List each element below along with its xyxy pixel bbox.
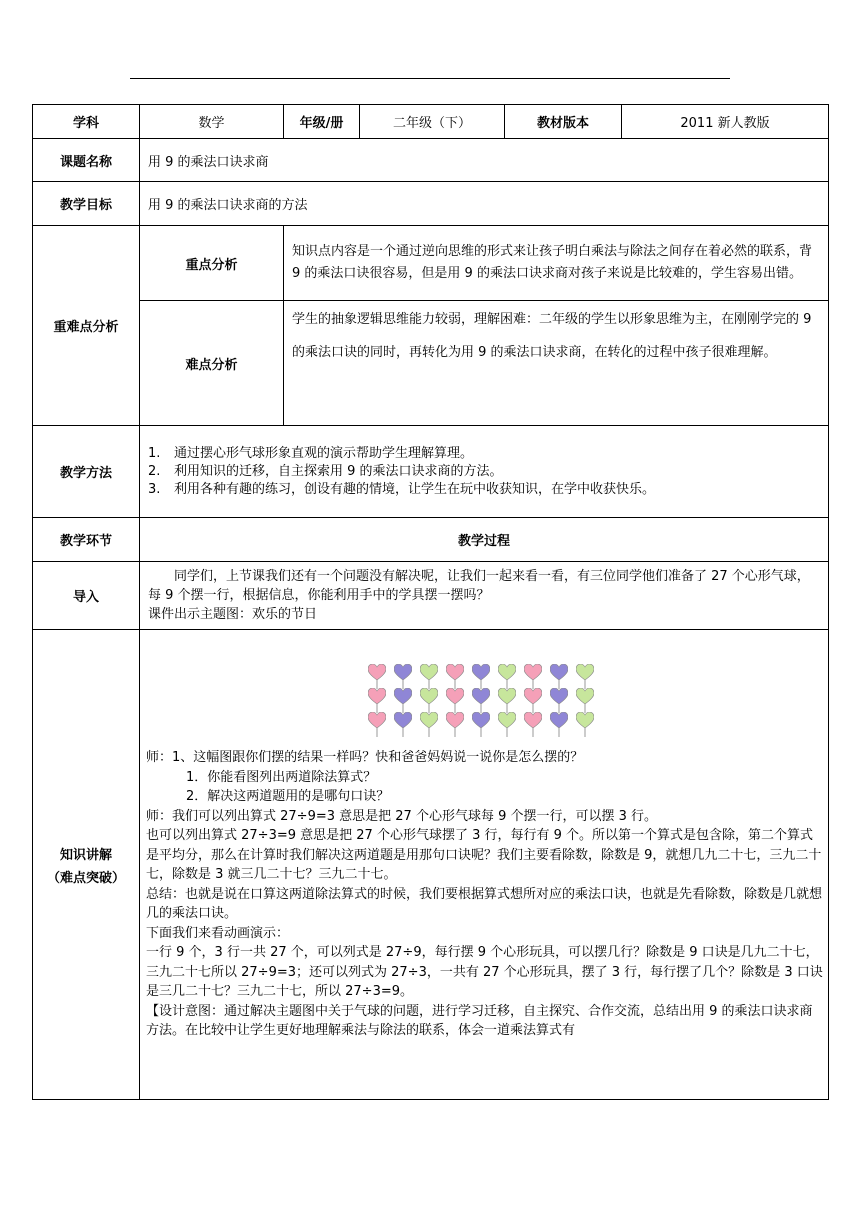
title-value: 用 9 的乘法口诀求商 xyxy=(140,139,829,182)
heart-balloon-icon xyxy=(368,664,386,682)
heart-balloon-icon xyxy=(576,688,594,706)
method-item xyxy=(140,445,828,463)
knowledge-label-cell xyxy=(33,630,140,1100)
header-rule xyxy=(130,78,730,79)
subject-value: 数学 xyxy=(140,105,284,139)
heart-balloon-icon xyxy=(472,664,490,682)
goal-value: 用 9 的乘法口诀求商的方法 xyxy=(140,182,829,226)
balloon-row xyxy=(368,688,824,706)
intro-label: 导入 xyxy=(33,562,140,630)
knowledge-row xyxy=(33,630,829,1100)
method-item-number: 1. xyxy=(148,445,161,461)
edition-label: 教材版本 xyxy=(505,105,622,139)
heart-balloon-icon xyxy=(550,688,568,706)
heart-balloon-icon xyxy=(550,712,568,730)
balloon-row xyxy=(368,712,824,730)
heart-balloon-icon xyxy=(498,712,516,730)
knowledge-label: 知识讲解 xyxy=(59,847,112,863)
knowledge-content xyxy=(140,630,829,1100)
intro-paragraph: 同学们，上节课我们还有一个问题没有解决呢，让我们一起来看一看，有三位同学他们准备了 27 个心形气球，每 9 个摆一行，根据信息，你能利用手中的学具摆一摆吗？ xyxy=(148,569,810,603)
key-analysis-text: 知识点内容是一个通过逆向思维的形式来让孩子明白乘法与除法之间存在着必然的联系，背 9 的乘法口诀很容易，但是用 9 的乘法口诀求商对孩子来说是比较难的，学生容易出错。 xyxy=(284,226,829,301)
process-label: 教学环节 xyxy=(33,518,140,562)
heart-balloon-icon xyxy=(420,664,438,682)
heart-balloon-icon xyxy=(394,664,412,682)
heart-balloon-icon xyxy=(524,664,542,682)
title-row xyxy=(33,139,829,182)
method-item-text: 利用知识的迁移，自主探索用 9 的乘法口诀求商的方法。 xyxy=(174,463,503,479)
difficult-analysis-text: 学生的抽象逻辑思维能力较弱，理解困难：二年级的学生以形象思维为主，在刚刚学完的 9 的乘法口诀的同时，再转化为用 9 的乘法口诀求商，在转化的过程中孩子很难理解。 xyxy=(284,301,829,426)
key-analysis-row xyxy=(33,226,829,301)
header-row xyxy=(33,105,829,139)
key-analysis-label: 重点分析 xyxy=(140,226,284,301)
question-item: 1．你能看图列出两道除法算式？ xyxy=(186,769,377,785)
heart-balloon-icon xyxy=(576,664,594,682)
edition-value: 2011 新人教版 xyxy=(622,105,829,139)
grade-value: 二年级（下） xyxy=(360,105,505,139)
method-item-text: 利用各种有趣的练习，创设有趣的情境，让学生在玩中收获知识，在学中收获快乐。 xyxy=(174,481,656,497)
method-label: 教学方法 xyxy=(33,426,140,518)
method-item-text: 通过摆心形气球形象直观的演示帮助学生理解算理。 xyxy=(174,445,474,461)
summary-paragraph: 总结：也就是说在口算这两道除法算式的时候，我们要根据算式想所对应的乘法口诀，也就是先看除数，除数是几就想几的乘法口诀。 xyxy=(146,886,823,921)
heart-balloon-icon xyxy=(394,688,412,706)
subject-label: 学科 xyxy=(33,105,140,139)
question-item: 2．解决这两道题用的是哪句口诀？ xyxy=(186,789,390,804)
process-header-row xyxy=(33,518,829,562)
heart-balloon-icon xyxy=(394,712,412,730)
heart-balloon-icon xyxy=(420,712,438,730)
method-item xyxy=(140,481,828,499)
heart-balloon-icon xyxy=(498,664,516,682)
heart-balloon-icon xyxy=(368,712,386,730)
heart-balloon-icon xyxy=(472,712,490,730)
balloon-row xyxy=(368,664,824,682)
heart-balloon-icon xyxy=(524,712,542,730)
intro-content xyxy=(140,562,829,630)
heart-balloon-icon xyxy=(446,688,464,706)
heart-balloon-icon xyxy=(446,664,464,682)
heart-balloon-icon xyxy=(498,688,516,706)
heart-balloon-icon xyxy=(472,688,490,706)
goal-row xyxy=(33,182,829,226)
intro-row xyxy=(33,562,829,630)
lesson-plan-table xyxy=(32,104,829,1100)
heart-balloon-icon xyxy=(524,688,542,706)
method-item-number: 2. xyxy=(148,463,161,479)
process-value: 教学过程 xyxy=(140,518,829,562)
heart-balloon-icon xyxy=(576,712,594,730)
animation-paragraph: 一行 9 个，3 行一共 27 个，可以列式是 27÷9，每行摆 9 个心形玩具，可以摆几行？除数是 9 口诀是几九二十七，三九二十七所以 27÷9=3；还可以列式为 27÷3，一共有 27 个心形玩具，摆了 3 行，每行摆了几个？除数是 3 口诀是三几二十七？三九二十七，所以 27÷3=9。 xyxy=(146,945,823,999)
method-row xyxy=(33,426,829,518)
analysis-label: 重难点分析 xyxy=(33,226,140,426)
difficult-analysis-label: 难点分析 xyxy=(140,301,284,426)
teacher-explanation: 师：我们可以列出算式 27÷9=3 意思是把 27 个心形气球每 9 个摆一行，可以摆 3 行。 xyxy=(146,808,658,824)
goal-label: 教学目标 xyxy=(33,182,140,226)
heart-balloon-icon xyxy=(550,664,568,682)
method-list xyxy=(140,426,829,518)
difficult-analysis-row xyxy=(33,301,829,426)
animation-intro: 下面我们来看动画演示： xyxy=(146,925,290,941)
design-intent-paragraph: 【设计意图：通过解决主题图中关于气球的问题，进行学习迁移，自主探究、合作交流，总结出用 9 的乘法口诀求商方法。在比较中让学生更好地理解乘法与除法的联系，体会一道乘法算式有 xyxy=(146,1003,813,1038)
method-item-number: 3. xyxy=(148,481,161,497)
method-item xyxy=(140,463,828,481)
explanation-paragraph: 也可以列出算式 27÷3=9 意思是把 27 个心形气球摆了 3 行，每行有 9 个。所以第一个算式是包含除，第二个算式是平均分，那么在计算时我们解决这两道题是用那句口诀呢？我们主要看除数，除数是 9，就想几九二十七，三九二十七，除数是 3 就三几二十七？三九二十七。 xyxy=(146,828,822,882)
grade-label: 年级/册 xyxy=(284,105,360,139)
heart-balloon-icon xyxy=(368,688,386,706)
knowledge-sublabel: （难点突破） xyxy=(46,870,125,886)
teacher-question: 师：1、这幅图跟你们摆的结果一样吗？快和爸爸妈妈说一说你是怎么摆的？ xyxy=(146,750,584,765)
heart-balloon-picture xyxy=(146,630,824,748)
heart-balloon-icon xyxy=(420,688,438,706)
intro-theme-line: 课件出示主题图：欢乐的节日 xyxy=(148,607,318,622)
title-label: 课题名称 xyxy=(33,139,140,182)
heart-balloon-icon xyxy=(446,712,464,730)
